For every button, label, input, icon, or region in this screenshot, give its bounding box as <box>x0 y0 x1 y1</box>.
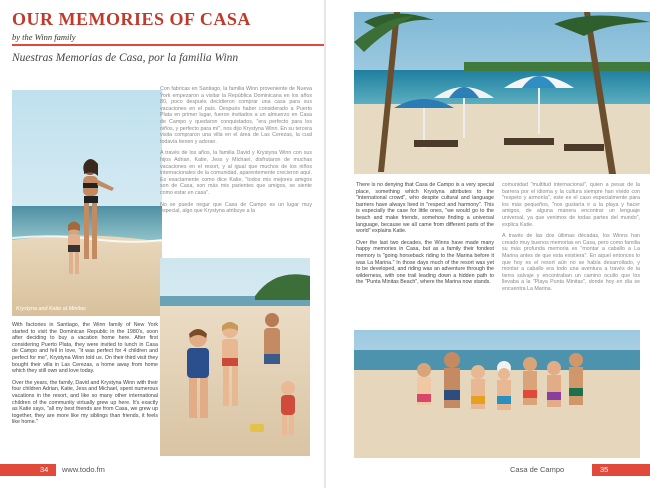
photo-caption: Krystyna and Katie at Minitas <box>16 306 86 312</box>
spanish-paragraph: No se puede negar que Casa de Campo es un lugar muy especial, algo que Krystyna atribuye a la <box>160 201 312 215</box>
photo-children-beach <box>160 258 310 456</box>
english-paragraph: Over the last two decades, the Winns have made many happy memories in Casa, but as a family their fondest memory is "going horseback riding to the Marina before it was La Marina." In those days much of the resort was yet to be developed, and riding was an adventure through the wilderness, with one trail leading down a hidden path to the "Punta Minitas Beach", where the Marina now stands. <box>356 239 494 286</box>
spanish-subtitle: Nuestras Memorias de Casa, por la familia Winn <box>12 52 239 64</box>
spanish-paragraph: A través de los años, la familia David y Krystyna Winn con sus hijos Adrian, Katie, Jess y Michael, disfrutaron de muchas vacaciones en el resort, y al igual que muchos de los niños internacionales de la comunidad, aparentemente crecieron aquí. Es exactamente como dice Katie, "todos mis mejores amigos son de Casa, son más mis parientes que amigos, se siente como estar en casa". <box>160 150 312 196</box>
spanish-paragraph: comunidad "multitud internacional", quien a pesar de la barrera por el idioma y la cultura siempre han vivido con "respeto y armonía", este es el caso especialmente para los más pequeños, "nos gustaría ir a la playa y hacer amigos, de alguna manera encontrar un lenguaje universal, ya que venimos de todas partes del mundo", explica Katie. <box>502 182 640 228</box>
umbrella-photo-illustration <box>354 12 650 174</box>
publication-name: Casa de Campo <box>510 465 565 474</box>
english-paragraph: There is no denying that Casa de Campo is a very special place, something which Krystyna attributes to the "international crowd", who despite cultural and language barriers have always lived in "respect and harmony". This is especially the case for little ones, "we would go to the beach and make friends, somehow finding a universal language, because we all came from different parts of the world" explains Katie. <box>356 182 494 235</box>
article-title: OUR MEMORIES OF CASA <box>12 9 251 29</box>
photo-beach-umbrellas <box>354 12 650 174</box>
page-number-bar <box>592 464 650 476</box>
english-text-column <box>356 182 494 291</box>
website-link[interactable]: www.todo.fm <box>62 465 105 474</box>
left-page <box>0 0 324 488</box>
children-photo-illustration <box>160 258 310 456</box>
english-paragraph: With factories in Santiago, the Winn family of New York started to visit the Dominican Republic in the 1980's, soon after deciding to buy a vacation home here. After first considering Puerto Plata, they were invited to lunch in Casa de Campo and fell in love, "it was perfect for 4 children and perfect for me", Krystyna Winn told us. On their third visit they bought their villa in Las Cerezas, a home away from home which they still own and love today. <box>12 322 158 375</box>
right-page <box>326 0 650 488</box>
english-text-column <box>12 322 158 431</box>
photo-group-children <box>354 330 640 458</box>
group-photo-illustration <box>354 330 640 458</box>
spanish-text-column <box>160 86 312 220</box>
spanish-paragraph: Con fabricas en Santiago, la familia Winn proveniente de Nueva York empezaron a visitar la República Dominicana en los años 80, poco después decidieron comprar una casa para sus vacaciones en el país. Después haber considerado a Puerto Plata en primer lugar, fueron invitados a un almuerzo en Casa de Campo y quedaron conquistados, "era perfecto para los niños, y perfecto para mí", nos dijo Krystyna Winn. En su tercera visita compraron una villa en el área de Las Cerezas, la cual todavía tienen y adoran. <box>160 86 312 145</box>
english-paragraph: Over the years, the family, David and Krystyna Winn with their four children Adrian, Katie, Jess and Michael, spent numerous vacations in the resort, and like so many other international children of the community virtually grew up here. It's exactly as Katie says, "all my best friends are from Casa, we grew up together, they are more like my siblings than friends, it feels like home." <box>12 379 158 426</box>
title-rule <box>12 44 324 46</box>
page-number: 35 <box>600 465 609 474</box>
spanish-paragraph: A través de las dos últimas décadas, los Winns han creado muy buenos memorias en Casa, pero como familia su más profunda memoria es "montar a caballo a La Marina antes de que esta existiera". En aquel entonces lo que hoy es el resort aún no se había desarrollado, y montar a caballo era todo una aventura a través de la tierra salvaje y encontraban un camino oculto que los llevaba a la "Playa Punta Minitas", donde hoy en día se encuentra La Marina. <box>502 233 640 292</box>
spanish-text-column <box>502 182 640 298</box>
byline: by the Winn family <box>12 32 76 42</box>
page-number: 34 <box>40 465 49 474</box>
beach-photo-illustration <box>12 90 162 316</box>
photo-krystyna-katie <box>12 90 162 316</box>
page-number-bar <box>0 464 56 476</box>
